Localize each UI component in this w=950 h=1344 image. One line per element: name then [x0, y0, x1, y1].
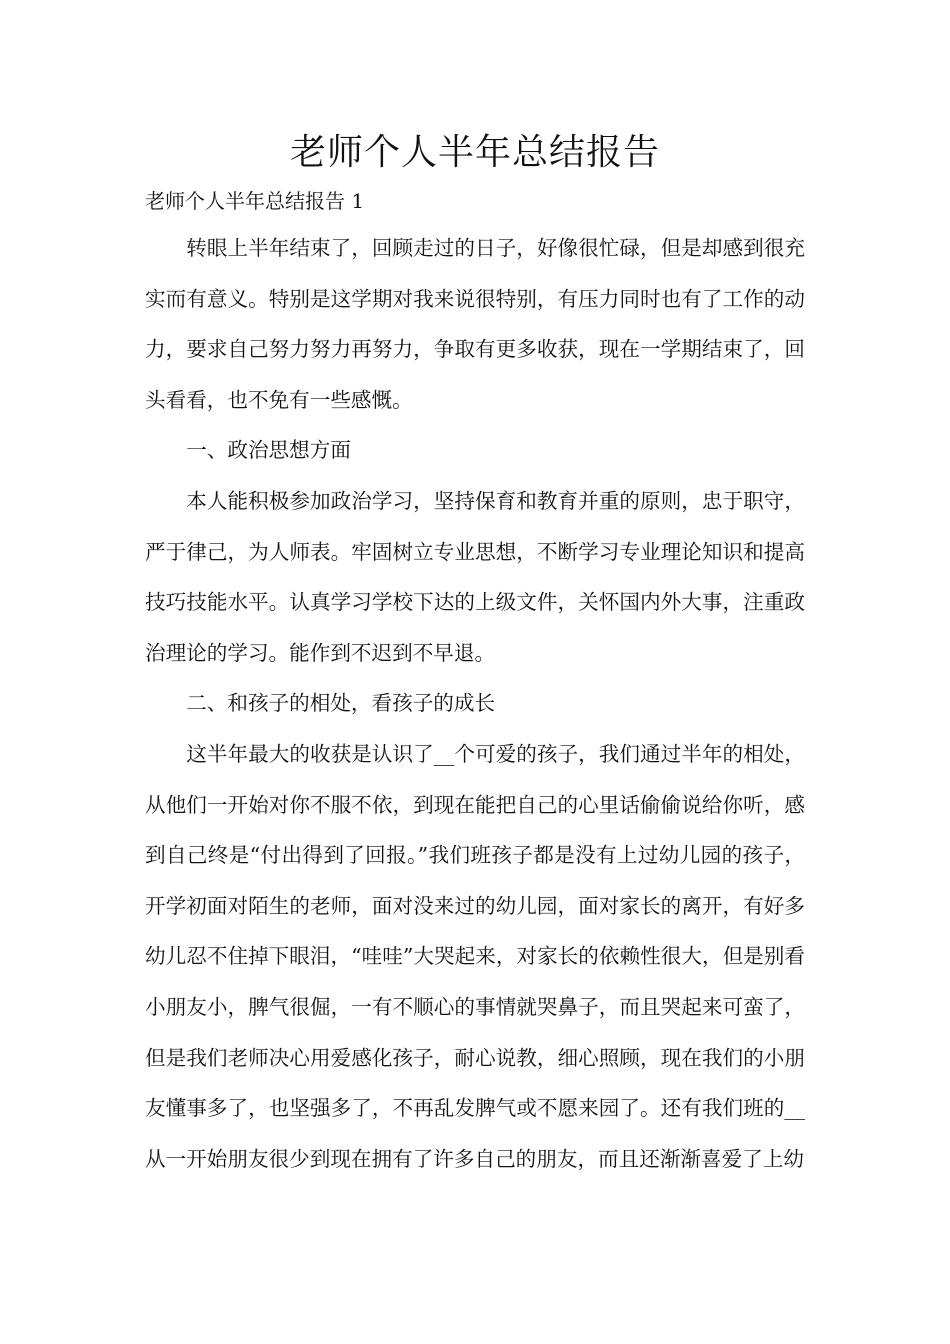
- section-heading-politics: 一、政治思想方面: [186, 438, 351, 463]
- document-subtitle: 老师个人半年总结报告 1: [145, 189, 365, 213]
- section-heading-children: 二、和孩子的相处，看孩子的成长: [186, 691, 496, 716]
- paragraph-intro: 转眼上半年结束了，回顾走过的日子，好像很忙碌，但是却感到很充实而有意义。特别是这学期对我来说很特别，有压力同时也有了工作的动力，要求自己努力努力再努力，争取有更多收获，现在一学期结束了，回头看看，也不免有一些感慨。: [145, 236, 805, 412]
- document-title: 老师个人半年总结报告: [289, 132, 660, 173]
- document-body: [145, 223, 805, 1184]
- paragraph-children: 这半年最大的收获是认识了__个可爱的孩子，我们通过半年的相处，从他们一开始对你不服不依，到现在能把自己的心里话偷偷说给你听，感到自己终是“付出得到了回报。”我们班孩子都是没有上过幼儿园的孩子，开学初面对陌生的老师，面对没来过的幼儿园，面对家长的离开，有好多幼儿忍不住掉下眼泪，“哇哇”大哭起来，对家长的依赖性很大，但是别看小朋友小，脾气很倔，一有不顺心的事情就哭鼻子，而且哭起来可蛮了，但是我们老师决心用爱感化孩子，耐心说教，细心照顾，现在我们的小朋友懂事多了，也坚强多了，不再乱发脾气或不愿来园了。还有我们班的__从一开始朋友很少到现在拥有了许多自己的朋友，而且还渐渐喜爱了上幼: [145, 741, 805, 1171]
- paragraph-politics: 本人能积极参加政治学习，坚持保育和教育并重的原则，忠于职守，严于律己，为人师表。牢固树立专业思想，不断学习专业理论知识和提高技巧技能水平。认真学习学校下达的上级文件，关怀国内外大事，注重政治理论的学习。能作到不迟到不早退。: [145, 488, 805, 665]
